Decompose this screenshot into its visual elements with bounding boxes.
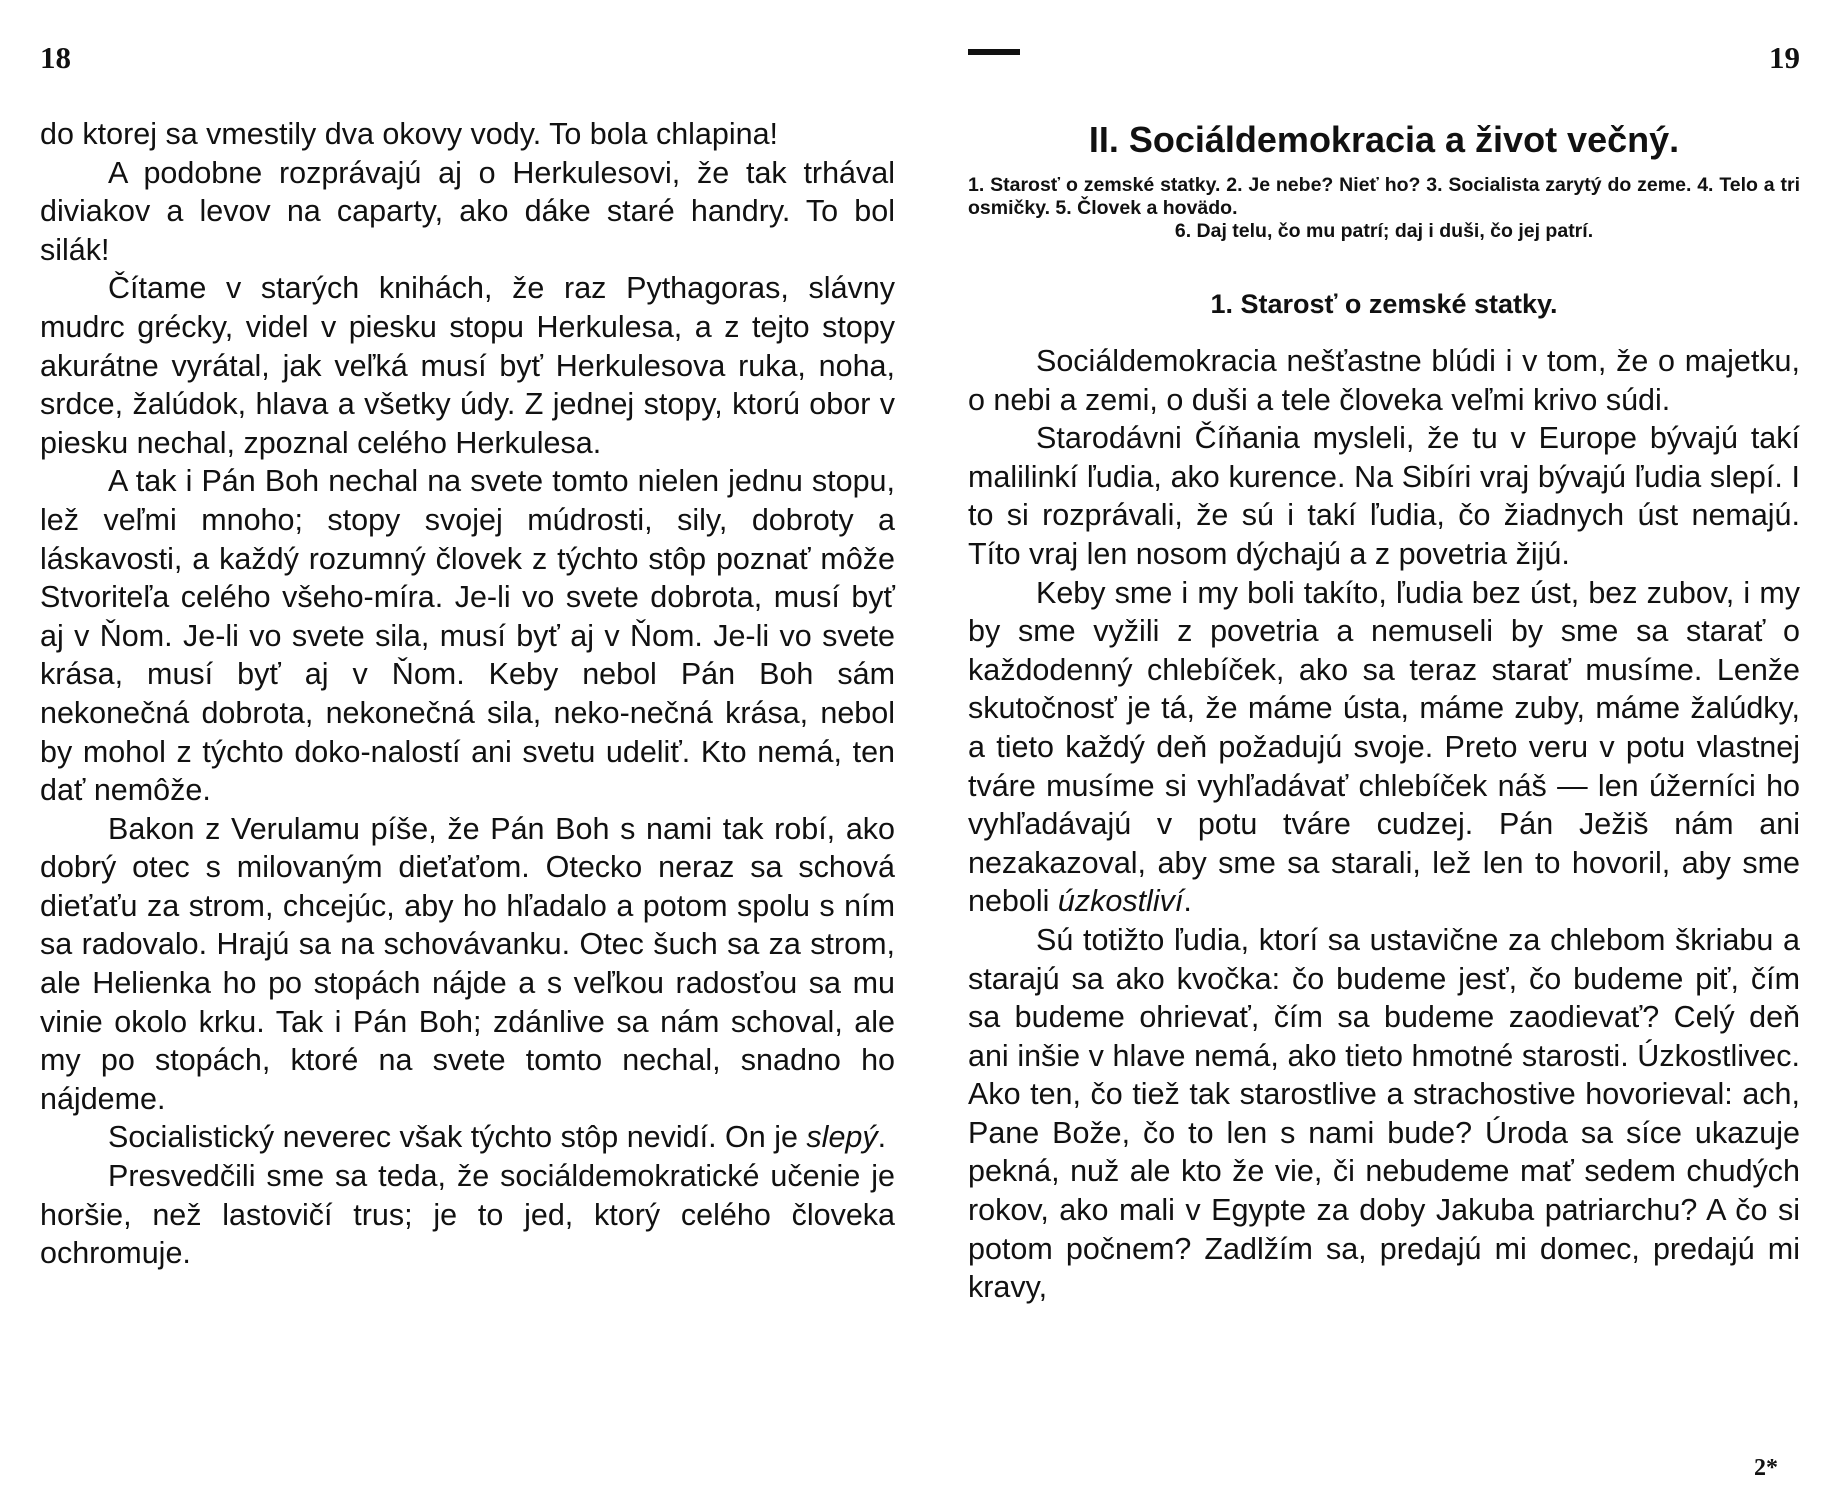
emphasis: slepý <box>806 1120 878 1155</box>
body-text <box>968 342 1800 1307</box>
chapter-title: II. Sociáldemokracia a život večný. <box>1088 119 1680 160</box>
page-number: 18 <box>40 40 71 75</box>
paragraph: Čítame v starých knihách, že raz Pythagoras, slávny mudrc grécky, videl v piesku stopu Herkulesa, a z tejto stopy akurátne vyrátal, jak veľká musí byť Herkulesova ruka, noha, srdce, žalúdok, hlava a všetky údy. Z jednej stopy, ktorú obor v piesku nechal, zpoznal celého Herkulesa. <box>40 271 895 460</box>
body-text <box>40 115 895 1273</box>
paragraph: A tak i Pán Boh nechal na svete tomto nielen jednu stopu, lež veľmi mnoho; stopy svojej múdrosti, sily, dobroty a láskavosti, a každý rozumný človek z týchto stôp poznať môže Stvoriteľa celého všeho-míra. Je-li vo svete dobrota, musí byť aj v Ňom. Je-li vo svete sila, musí byť aj v Ňom. Je-li vo svete krása, musí byť aj v Ňom. Keby nebol Pán Boh sám nekonečná dobrota, nekonečná sila, neko-nečná krása, nebol by mohol z týchto doko-nalostí ani svetu udeliť. Kto nemá, ten dať nemôže. <box>40 464 895 808</box>
chapter-contents-last: 6. Daj telu, čo mu patrí; daj i duši, čo jej patrí. <box>1174 220 1594 242</box>
paragraph-text: Socialistický neverec však týchto stôp nevidí. On je <box>108 1120 807 1155</box>
right-page <box>968 0 1800 1500</box>
paragraph-text: . <box>877 1120 887 1155</box>
chapter-contents <box>968 174 1800 243</box>
paragraph-text: . <box>1183 884 1192 919</box>
paragraph <box>968 574 1800 921</box>
emphasis: úzkostliví <box>1057 884 1184 919</box>
header-dash <box>968 49 1020 55</box>
chapter-contents-main: 1. Starosť o zemské statky. 2. Je nebe? Nieť ho? 3. Socialista zarytý do zeme. 4. Telo a tri osmičky. 5. Človek a hovädo. <box>968 174 1800 219</box>
signature-mark: 2* <box>1754 1455 1778 1481</box>
paragraph: Starodávni Číňania mysleli, že tu v Europe bývajú takí malilinkí ľudia, ako kurence. Na Sibíri vraj bývajú ľudia slepí. I to si rozprávali, že sú i takí ľudia, čo žiadnych úst nemajú. Títo vraj len nosom dýchajú a z povetria žijú. <box>968 421 1800 571</box>
section-heading: 1. Starosť o zemské statky. <box>1210 289 1558 319</box>
paragraph-text: Keby sme i my boli takíto, ľudia bez úst, bez zubov, i my by sme vyžili z povetria a nemuseli by sme sa starať o každodenný chlebíček, ako sa teraz starať musíme. Lenže skutočnosť je tá, že máme ústa, máme zuby, máme žalúdky, a tieto každý deň požadujú svoje. Preto veru v potu vlastnej tváre musíme si vyhľadávať chlebíček náš — len úžerníci ho vyhľadávajú v potu tváre cudzej. Pán Ježiš nám ani nezakazoval, aby sme sa starali, lež len to hovoril, aby sme neboli <box>968 575 1800 919</box>
paragraph: Sociáldemokracia nešťastne blúdi i v tom, že o majetku, o nebi a zemi, o duši a tele človeka veľmi krivo súdi. <box>968 344 1800 417</box>
paragraph <box>40 1118 895 1157</box>
paragraph: Bakon z Verulamu píše, že Pán Boh s nami tak robí, ako dobrý otec s milovaným dieťaťom. Otecko neraz sa schová dieťaťu za strom, chcejúc, aby ho hľadalo a potom spolu s ním sa radovalo. Hrajú sa na schovávanku. Otec šuch sa za strom, ale Helienka ho po stopách nájde a s veľkou radosťou sa mu vinie okolo krku. Tak i Pán Boh; zdánlive sa nám schoval, ale my po stopách, ktoré na svete tomto nechal, snadno ho nájdeme. <box>40 811 895 1116</box>
paragraph: A podobne rozprávajú aj o Herkulesovi, že tak trhával diviakov a levov na caparty, ako dáke staré handry. To bol silák! <box>40 155 895 267</box>
page-number: 19 <box>1769 40 1800 75</box>
paragraph: do ktorej sa vmestily dva okovy vody. To bola chlapina! <box>40 117 779 151</box>
left-page <box>40 0 895 1500</box>
paragraph: Presvedčili sme sa teda, že sociáldemokratické učenie je horšie, než lastovičí trus; je to jed, ktorý celého človeka ochromuje. <box>40 1159 895 1271</box>
paragraph: Sú totižto ľudia, ktorí sa ustavične za chlebom škriabu a starajú sa ako kvočka: čo budeme jesť, čo budeme piť, čím sa budeme ohrievať, čím sa budeme zaodievať? Celý deň ani inšie v hlave nemá, ako tieto hmotné starosti. Úzkostlivec. Ako ten, čo tiež tak starostlive a strachostive hovorieval: ach, Pane Bože, čo to len s nami bude? Úroda sa síce ukazuje pekná, nuž ale kto že vie, či nebudeme mať sedem chudých rokov, ako mali v Egypte za doby Jakuba patriarchu? A čo si potom počnem? Zadlžím sa, predajú mi domec, predajú mi kravy, <box>968 922 1800 1305</box>
